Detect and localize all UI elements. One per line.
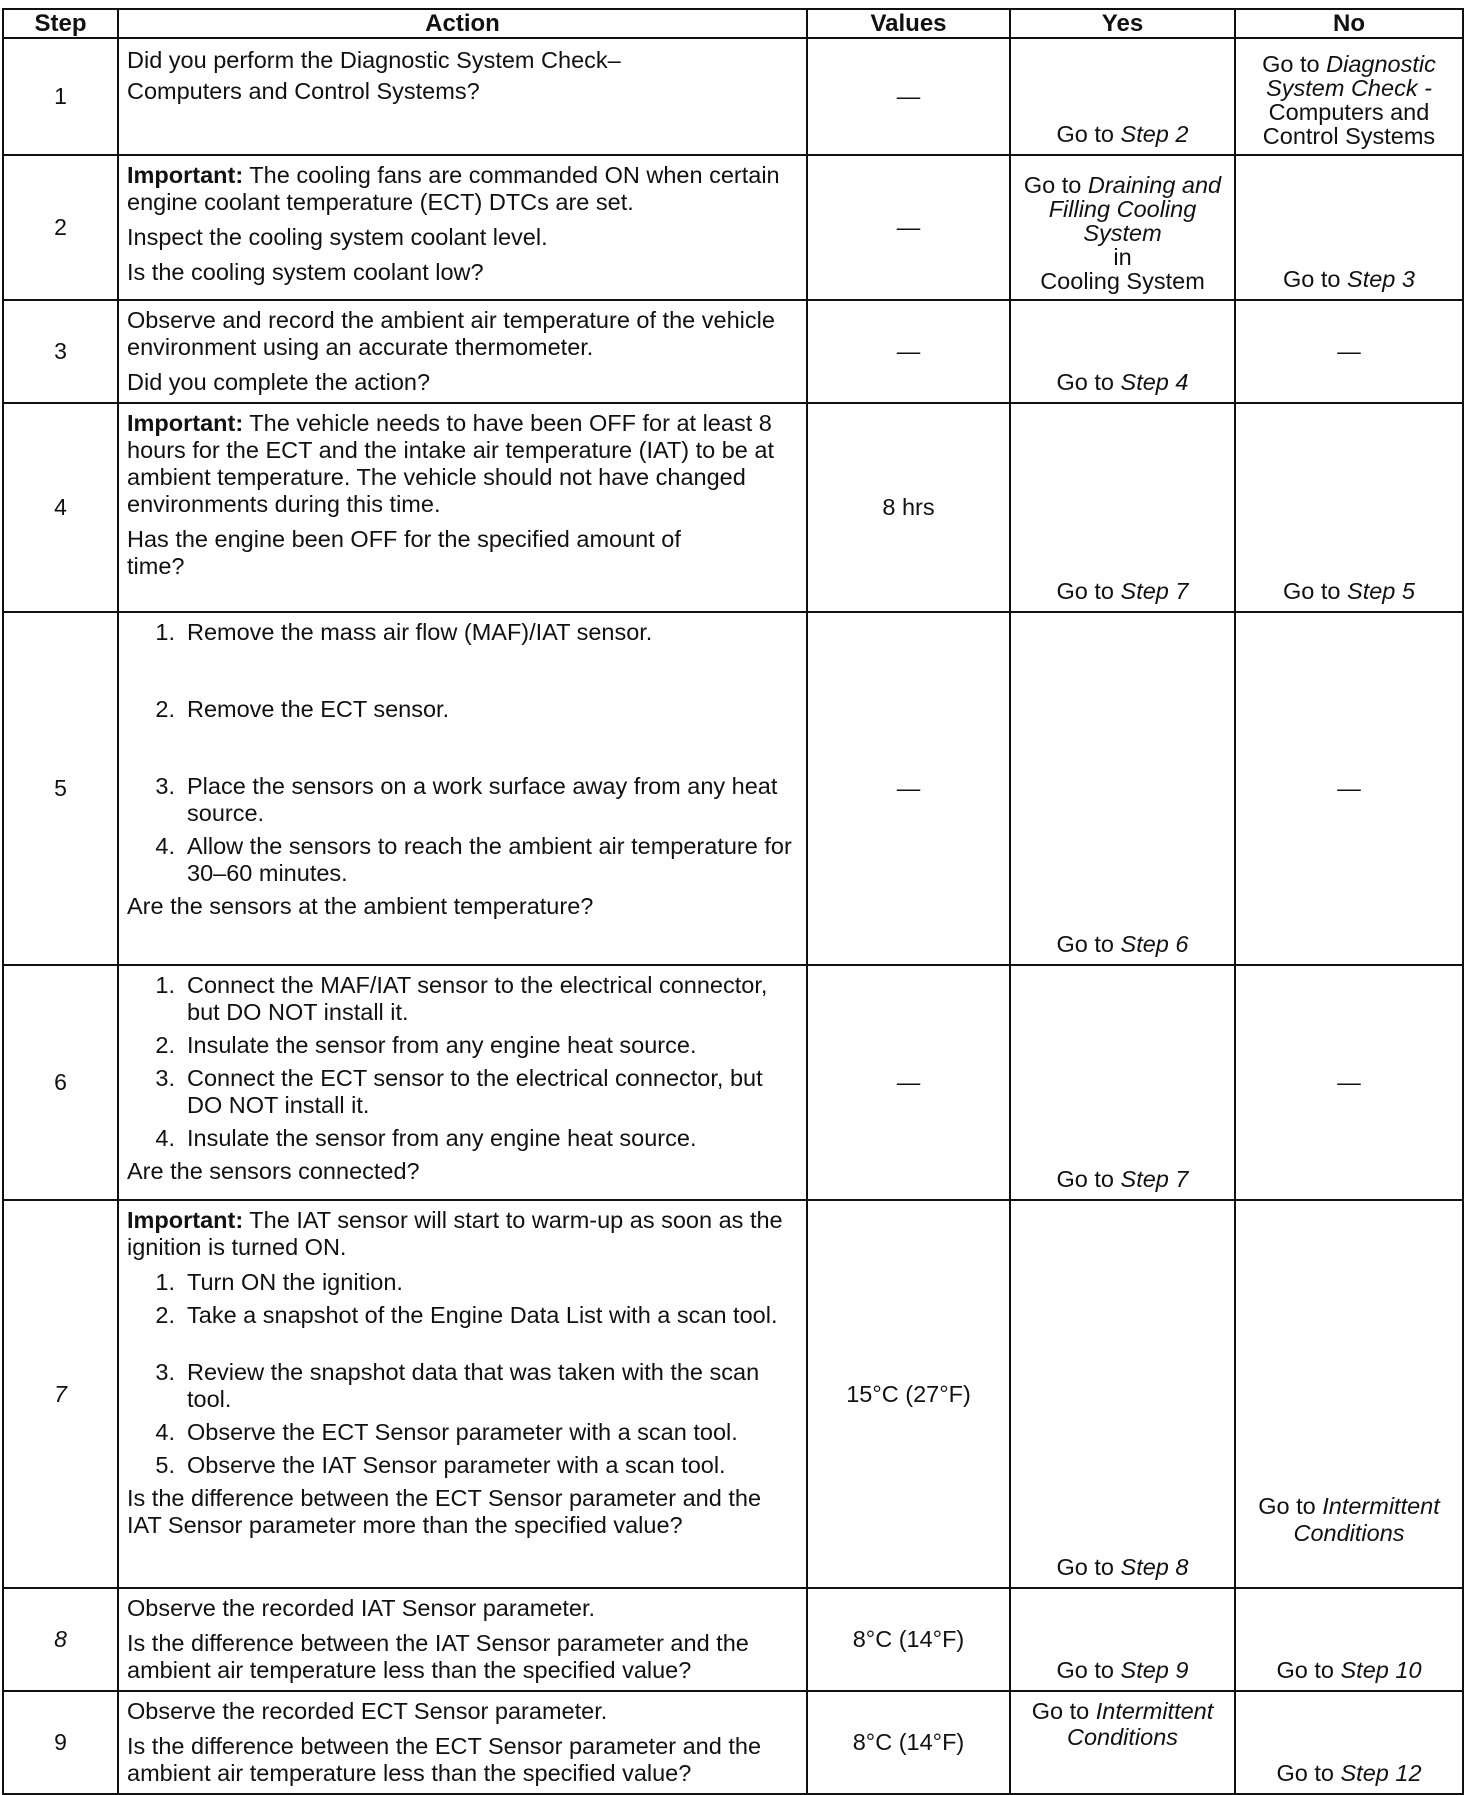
important-text: The vehicle needs to have been OFF for at least 8 hours for the ECT and the intake air temperature (IAT) to be at ambient temperature. The vehicle should not have changed environments during this time. [127, 410, 775, 517]
in-text: in [1113, 244, 1132, 270]
step-link[interactable]: Step 2 [1120, 121, 1189, 147]
list-item: 2. Insulate the sensor from any engine heat source. [155, 1032, 697, 1058]
yes-cell [1010, 403, 1235, 612]
list-item: 1. Remove the mass air flow (MAF)/IAT sensor. [155, 619, 653, 645]
table-row [3, 965, 1463, 1200]
values-cell: — [807, 965, 1010, 1200]
values-cell: 8°C (14°F) [807, 1691, 1010, 1794]
step-link[interactable]: Step 6 [1120, 931, 1189, 957]
header-row [3, 9, 1463, 38]
step-link[interactable]: Step 5 [1347, 578, 1415, 604]
go-to-text: Go to [1056, 1554, 1114, 1580]
list-item: 2. Take a snapshot of the Engine Data List with a scan tool. [155, 1302, 778, 1328]
step-number: 6 [3, 965, 118, 1200]
header-values: Values [807, 9, 1010, 38]
values-cell: — [807, 300, 1010, 403]
yes-cell [1010, 300, 1235, 403]
table-row [3, 1200, 1463, 1588]
go-to-text: Go to [1283, 578, 1341, 604]
no-cell: — [1235, 612, 1463, 965]
step-number: 4 [3, 403, 118, 612]
yes-cell [1010, 38, 1235, 155]
no-cell [1235, 1691, 1463, 1794]
important-text: The IAT sensor will start to warm-up as soon as the ignition is turned ON. [127, 1207, 783, 1260]
step-link[interactable]: Step 10 [1340, 1657, 1422, 1683]
table-row [3, 38, 1463, 155]
important-label: Important: [127, 162, 244, 188]
intermittent-conditions-link[interactable]: Intermittent Conditions [1293, 1493, 1440, 1546]
list-item: 3. Place the sensors on a work surface away from any heat source. [155, 773, 778, 826]
table-row [3, 1691, 1463, 1794]
action-cell [118, 1588, 807, 1691]
no-cell [1235, 155, 1463, 300]
no-cell: — [1235, 965, 1463, 1200]
go-to-text: Go to [1262, 51, 1320, 77]
yes-cell [1010, 1691, 1235, 1794]
yes-cell [1010, 612, 1235, 965]
list-item: 4. Insulate the sensor from any engine heat source. [155, 1125, 697, 1151]
action-text: Inspect the cooling system coolant level. [127, 224, 548, 250]
step-link[interactable]: Step 8 [1120, 1554, 1189, 1580]
go-to-text: Go to [1056, 1657, 1114, 1683]
important-note [127, 162, 798, 216]
values-cell: — [807, 612, 1010, 965]
values-cell: 15°C (27°F) [807, 1200, 1010, 1588]
important-text: The cooling fans are commanded ON when certain engine coolant temperature (ECT) DTCs are set. [127, 162, 780, 215]
values-cell: 8 hrs [807, 403, 1010, 612]
step-number: 9 [3, 1691, 118, 1794]
step-number: 7 [3, 1200, 118, 1588]
important-note [127, 410, 798, 518]
values-cell: — [807, 38, 1010, 155]
action-text: Observe the recorded ECT Sensor parameter. [127, 1698, 608, 1724]
values-cell: 8°C (14°F) [807, 1588, 1010, 1691]
step-link[interactable]: Step 12 [1340, 1760, 1422, 1786]
action-question: Is the difference between the IAT Sensor parameter and the ambient air temperature less than the specified value? [127, 1630, 749, 1683]
action-question: Is the cooling system coolant low? [127, 259, 484, 285]
no-cell [1235, 38, 1463, 155]
action-question: Did you complete the action? [127, 369, 431, 395]
step-number: 3 [3, 300, 118, 403]
no-cell [1235, 1200, 1463, 1588]
go-to-text: Go to [1056, 369, 1114, 395]
no-cell [1235, 403, 1463, 612]
action-question: Are the sensors at the ambient temperature? [127, 893, 594, 919]
list-item: 4. Allow the sensors to reach the ambient air temperature for 30–60 minutes. [155, 833, 792, 886]
go-to-text: Go to [1031, 1698, 1090, 1724]
list-item: 3. Connect the ECT sensor to the electrical connector, but DO NOT install it. [155, 1065, 763, 1118]
link-continuation: Cooling System [1040, 268, 1205, 294]
action-text: Observe and record the ambient air temperature of the vehicle environment using an accurate thermometer. [127, 307, 775, 360]
action-cell [118, 155, 807, 300]
go-to-text: Go to [1056, 121, 1114, 147]
list-item: 3. Review the snapshot data that was taken with the scan tool. [155, 1359, 760, 1412]
step-number: 2 [3, 155, 118, 300]
go-to-text: Go to [1276, 1657, 1334, 1683]
step-link[interactable]: Step 4 [1120, 369, 1189, 395]
step-link[interactable]: Step 9 [1120, 1657, 1189, 1683]
yes-cell [1010, 1588, 1235, 1691]
yes-cell [1010, 965, 1235, 1200]
step-link[interactable]: Step 7 [1120, 1166, 1189, 1192]
important-label: Important: [127, 410, 244, 436]
list-item: 5. Observe the IAT Sensor parameter with a scan tool. [155, 1452, 726, 1478]
action-question: Is the difference between the ECT Sensor parameter and the ambient air temperature less than the specified value? [127, 1733, 762, 1786]
important-note [127, 1207, 798, 1261]
action-cell [118, 403, 807, 612]
action-cell [118, 1200, 807, 1588]
diagnostic-table [2, 8, 1464, 1795]
step-number: 1 [3, 38, 118, 155]
go-to-text: Go to [1258, 1493, 1316, 1519]
yes-cell [1010, 1200, 1235, 1588]
header-step: Step [3, 9, 118, 38]
important-label: Important: [127, 1207, 244, 1233]
step-number: 8 [3, 1588, 118, 1691]
table-row [3, 300, 1463, 403]
action-question: Did you perform the Diagnostic System Check– Computers and Control Systems? [127, 47, 621, 104]
diagnostic-system-check-link[interactable]: Diagnostic System Check - [1266, 51, 1436, 101]
list-item: 2. Remove the ECT sensor. [155, 696, 450, 722]
list-item: 1. Turn ON the ignition. [155, 1269, 403, 1295]
yes-cell [1010, 155, 1235, 300]
action-cell [118, 612, 807, 965]
list-item: 4. Observe the ECT Sensor parameter with a scan tool. [155, 1419, 738, 1445]
go-to-text: Go to [1056, 931, 1114, 957]
table-row [3, 155, 1463, 300]
go-to-text: Go to [1276, 1760, 1334, 1786]
action-cell [118, 1691, 807, 1794]
table-row [3, 1588, 1463, 1691]
go-to-text: Go to [1056, 578, 1114, 604]
no-cell [1235, 1588, 1463, 1691]
values-cell: — [807, 155, 1010, 300]
action-cell [118, 38, 807, 155]
action-text: Observe the recorded IAT Sensor parameter. [127, 1595, 596, 1621]
action-question: Is the difference between the ECT Sensor parameter and the IAT Sensor parameter more than the specified value? [127, 1485, 762, 1538]
action-question: Has the engine been OFF for the specified amount of time? [127, 526, 681, 579]
no-cell: — [1235, 300, 1463, 403]
header-action: Action [118, 9, 807, 38]
table-row [3, 403, 1463, 612]
action-question: Are the sensors connected? [127, 1158, 420, 1184]
link-continuation: Computers and Control Systems [1262, 99, 1436, 149]
table-row [3, 612, 1463, 965]
header-no: No [1235, 9, 1463, 38]
go-to-text: Go to [1283, 266, 1341, 292]
action-cell [118, 300, 807, 403]
go-to-text: Go to [1056, 1166, 1114, 1192]
go-to-text: Go to [1023, 172, 1082, 198]
step-link[interactable]: Step 3 [1347, 266, 1415, 292]
list-item: 1. Connect the MAF/IAT sensor to the electrical connector, but DO NOT install it. [155, 972, 768, 1025]
intermittent-conditions-link[interactable]: Intermittent Conditions [1066, 1698, 1214, 1750]
header-yes: Yes [1010, 9, 1235, 38]
step-number: 5 [3, 612, 118, 965]
step-link[interactable]: Step 7 [1120, 578, 1189, 604]
action-cell [118, 965, 807, 1200]
draining-filling-link[interactable]: Draining and Filling Cooling System [1048, 172, 1222, 246]
